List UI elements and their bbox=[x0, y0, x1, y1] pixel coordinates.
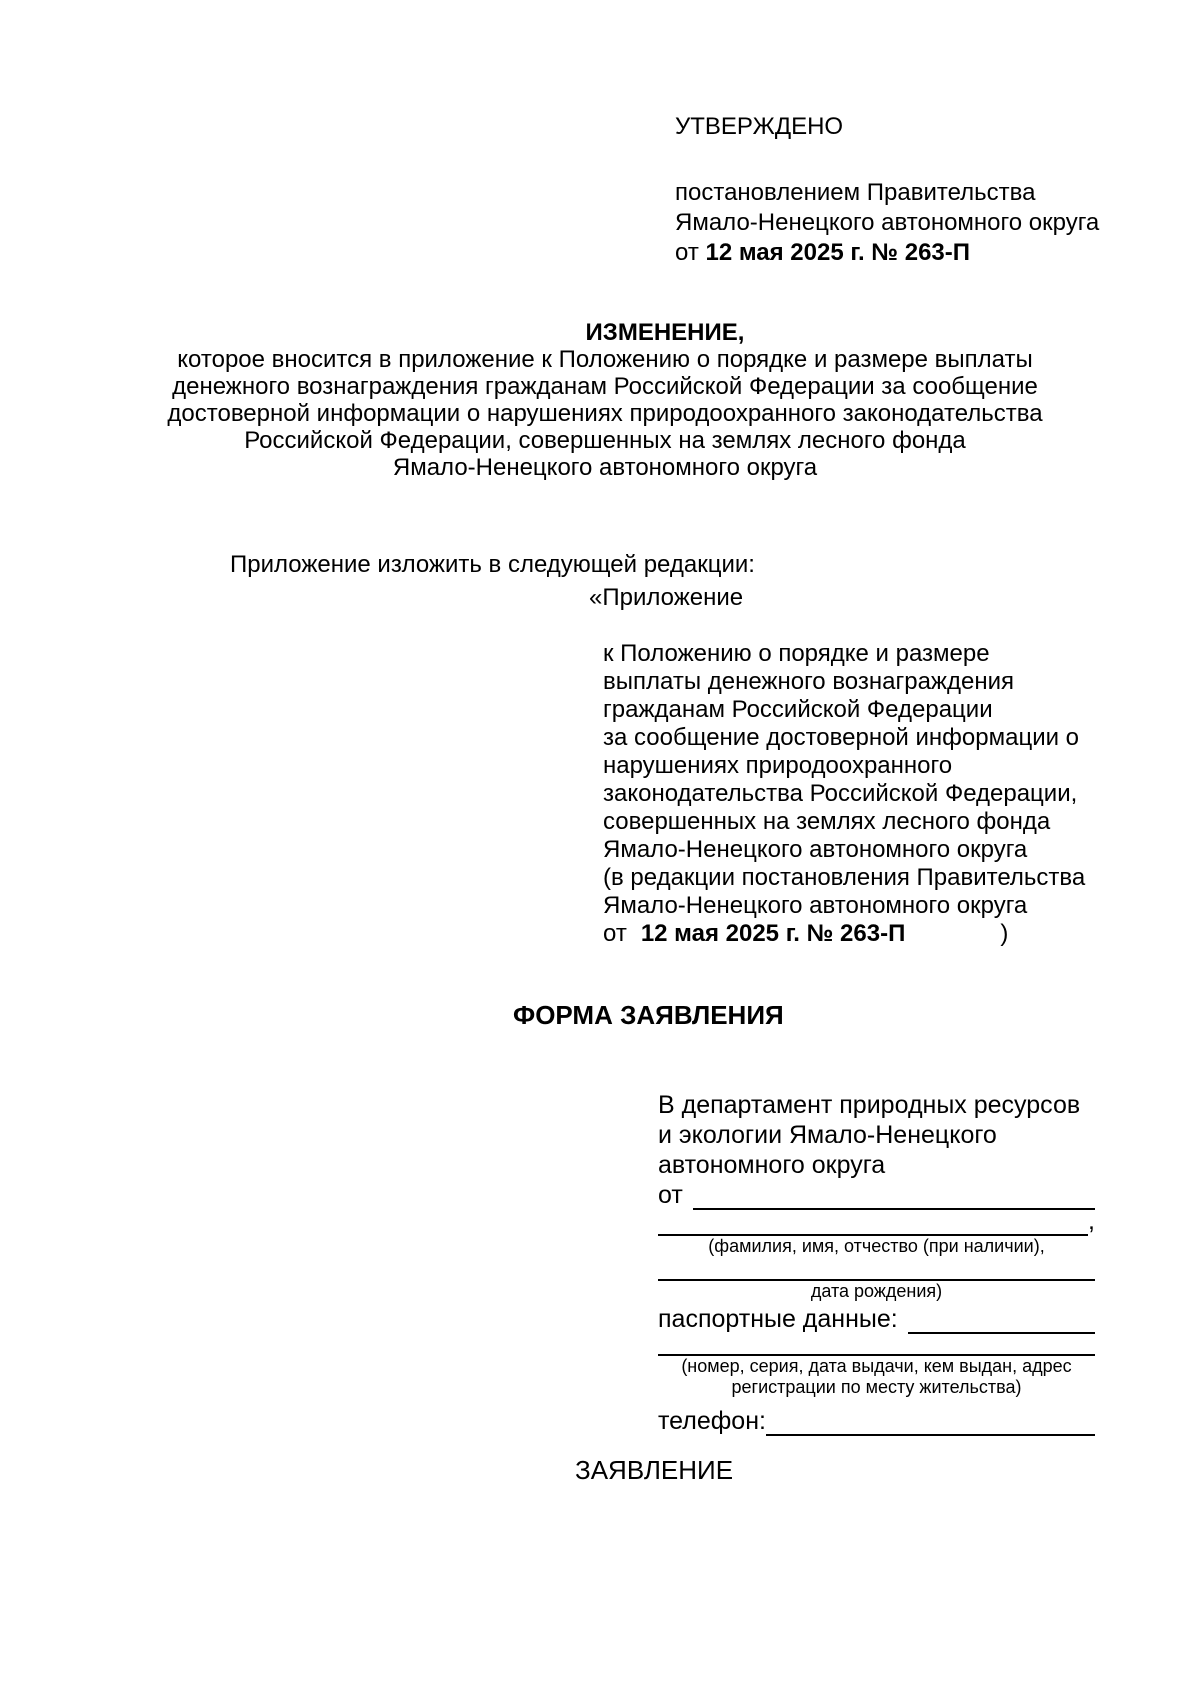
approved-line-2: Ямало-Ненецкого автономного округа bbox=[675, 209, 1100, 236]
edit-instruction: Приложение изложить в следующей редакции: bbox=[230, 551, 755, 578]
appendix-ref-line-6: законодательства Российской Федерации, bbox=[603, 780, 1078, 807]
approved-line-1: постановлением Правительства bbox=[675, 179, 1036, 206]
form-name-row-2 bbox=[658, 1207, 1095, 1236]
applicant-name-blank-line-2 bbox=[658, 1208, 1088, 1236]
appendix-ref-line-3: гражданам Российской Федерации bbox=[603, 696, 993, 723]
appendix-date-prefix: от bbox=[603, 920, 627, 947]
form-passport-caption-1: (номер, серия, дата выдачи, кем выдан, адрес bbox=[681, 1356, 1072, 1376]
form-passport-label: паспортные данные: bbox=[658, 1305, 898, 1333]
form-passport-row bbox=[658, 1304, 1095, 1334]
passport-blank-line-1 bbox=[908, 1302, 1095, 1334]
form-from-row bbox=[658, 1180, 1095, 1210]
appendix-date-line bbox=[603, 920, 1123, 948]
approved-date-value: 12 мая 2025 г. № 263-П bbox=[705, 239, 970, 266]
form-comma: , bbox=[1088, 1207, 1095, 1235]
passport-blank-line-2 bbox=[658, 1332, 1095, 1356]
form-from-label: от bbox=[658, 1181, 683, 1209]
appendix-ref-line-9: (в редакции постановления Правительства bbox=[603, 864, 1086, 891]
amendment-line-4: Российской Федерации, совершенных на землях лесного фонда bbox=[244, 427, 966, 454]
form-name-caption: (фамилия, имя, отчество (при наличии), bbox=[708, 1236, 1045, 1256]
form-passport-row-2 bbox=[658, 1334, 1095, 1356]
appendix-closing-paren: ) bbox=[1000, 920, 1009, 947]
phone-blank-line bbox=[766, 1404, 1095, 1436]
approved-date-line bbox=[675, 238, 1125, 268]
amendment-line-1: которое вносится в приложение к Положению о порядке и размере выплаты bbox=[177, 346, 1033, 373]
appendix-opening-label: «Приложение bbox=[589, 584, 744, 611]
appendix-ref-line-8: Ямало-Ненецкого автономного округа bbox=[603, 836, 1028, 863]
statement-title: ЗАЯВЛЕНИЕ bbox=[575, 1455, 734, 1485]
approved-resolution-lines bbox=[675, 178, 1125, 268]
amendment-heading: ИЗМЕНЕНИЕ, bbox=[585, 319, 745, 346]
approved-block bbox=[675, 112, 1125, 268]
approved-title: УТВЕРЖДЕНО bbox=[675, 113, 844, 140]
form-phone-row bbox=[658, 1406, 1095, 1436]
appendix-reference-block bbox=[603, 640, 1123, 948]
appendix-ref-line-5: нарушениях природоохранного bbox=[603, 752, 953, 779]
form-recipient-line-2: и экологии Ямало-Ненецкого bbox=[658, 1121, 997, 1149]
amendment-line-2: денежного вознаграждения гражданам Российской Федерации за сообщение bbox=[172, 373, 1038, 400]
form-phone-label: телефон: bbox=[658, 1407, 766, 1435]
form-recipient-line-3: автономного округа bbox=[658, 1151, 886, 1179]
appendix-ref-line-2: выплаты денежного вознаграждения bbox=[603, 668, 1014, 695]
form-birthdate-row bbox=[658, 1257, 1095, 1281]
birth-date-blank-line bbox=[658, 1255, 1095, 1281]
form-recipient-line-1: В департамент природных ресурсов bbox=[658, 1091, 1081, 1119]
application-form bbox=[658, 1090, 1095, 1436]
appendix-ref-line-1: к Положению о порядке и размере bbox=[603, 640, 990, 667]
form-title: ФОРМА ЗАЯВЛЕНИЯ bbox=[513, 1000, 784, 1030]
amendment-line-5: Ямало-Ненецкого автономного округа bbox=[392, 454, 818, 481]
appendix-ref-line-7: совершенных на землях лесного фонда bbox=[603, 808, 1051, 835]
form-passport-caption-2: регистрации по месту жительства) bbox=[731, 1377, 1022, 1397]
applicant-name-blank-line-1 bbox=[693, 1178, 1095, 1210]
approved-date-prefix: от bbox=[675, 239, 699, 266]
appendix-ref-line-10: Ямало-Ненецкого автономного округа bbox=[603, 892, 1028, 919]
appendix-ref-line-4: за сообщение достоверной информации о bbox=[603, 724, 1080, 751]
amendment-line-3: достоверной информации о нарушениях природоохранного законодательства bbox=[167, 400, 1043, 427]
form-birth-caption: дата рождения) bbox=[810, 1281, 943, 1301]
appendix-date-value: 12 мая 2025 г. № 263-П bbox=[640, 920, 906, 947]
amendment-paragraph bbox=[5, 346, 1200, 481]
